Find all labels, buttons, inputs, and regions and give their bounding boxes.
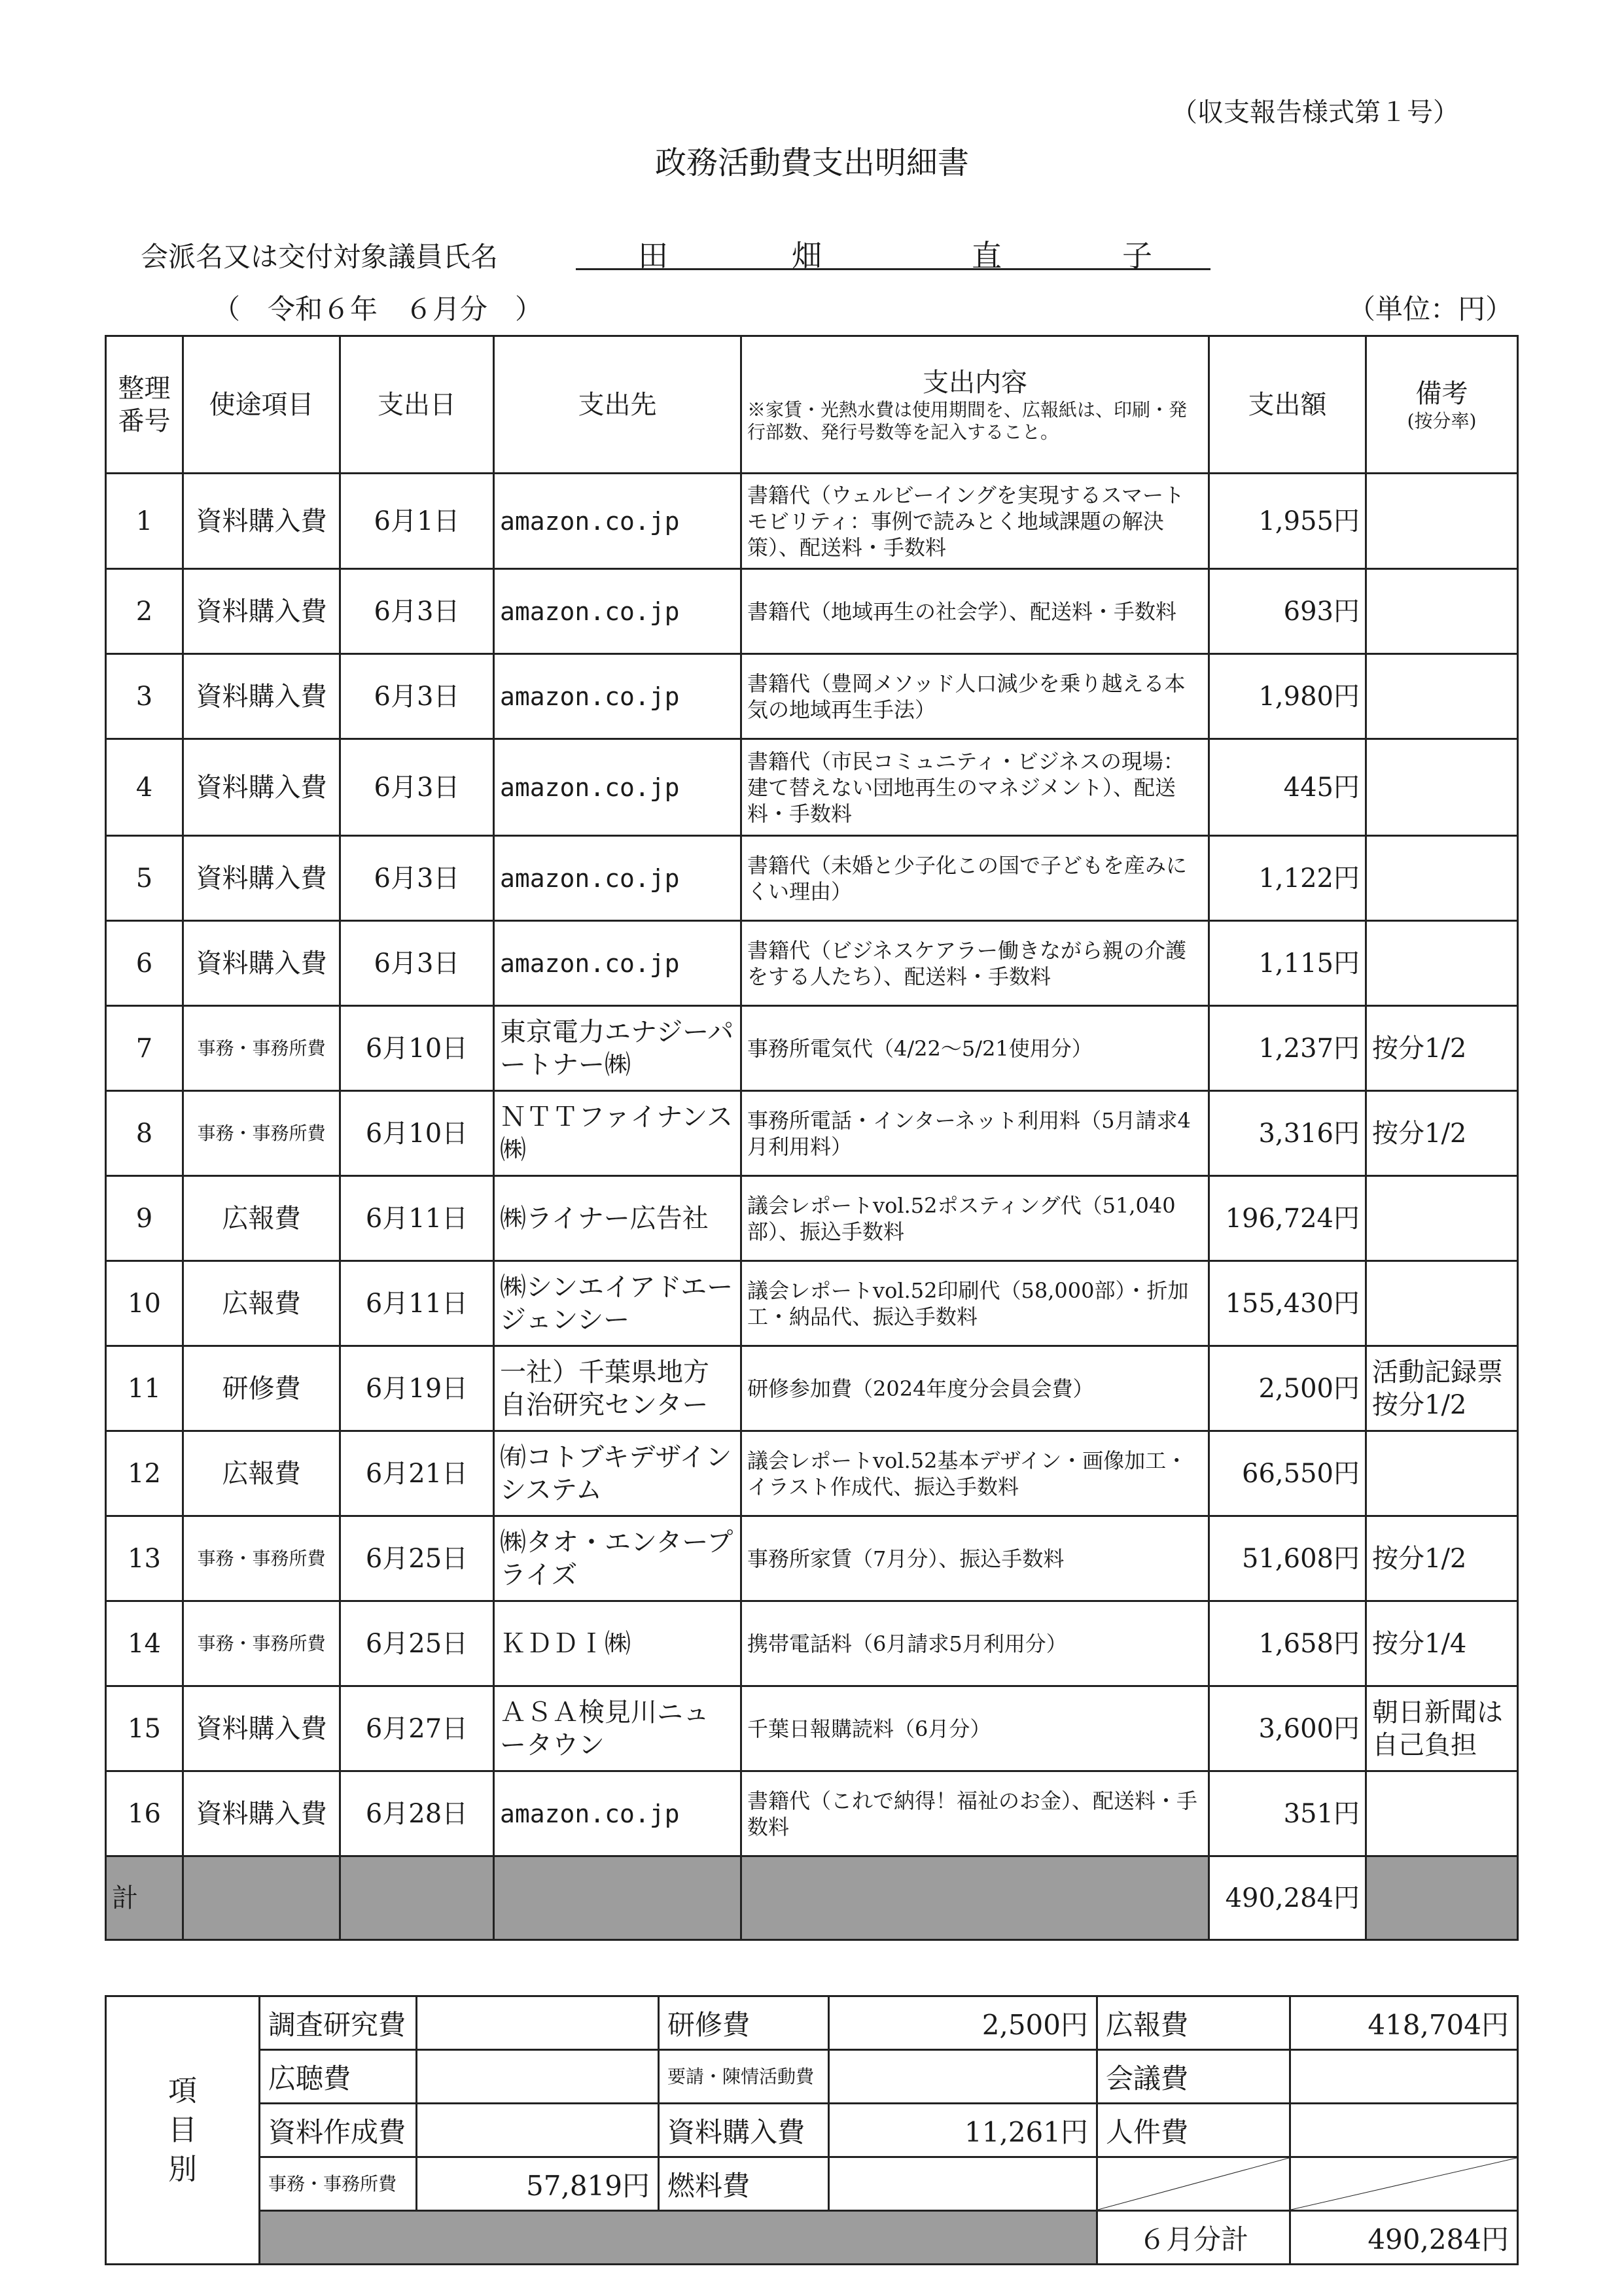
row-no: 14	[106, 1601, 183, 1686]
row-no: 11	[106, 1346, 183, 1431]
summary-kouchou-value	[417, 2050, 659, 2104]
header-content-label: 支出内容	[923, 367, 1027, 398]
total-blank	[183, 1856, 340, 1940]
table-row	[106, 1771, 1518, 1856]
row-payee: ＮＴＴファイナンス㈱	[494, 1091, 741, 1176]
header-no: 整理番号	[106, 336, 183, 474]
expense-table	[105, 335, 1519, 1941]
summary-yousei-label: 要請・陳情活動費	[659, 2050, 829, 2104]
table-row	[106, 836, 1518, 921]
row-date: 6月25日	[340, 1601, 494, 1686]
row-content: 事務所家賃（7月分）、振込手数料	[741, 1516, 1209, 1601]
row-amount: 1,115円	[1209, 921, 1366, 1006]
row-category: 広報費	[183, 1431, 340, 1516]
summary-side-label: 項目別	[106, 1996, 260, 2265]
row-remarks	[1366, 569, 1518, 654]
header-amount: 支出額	[1209, 336, 1366, 474]
total-row	[106, 1856, 1518, 1940]
row-amount: 1,980円	[1209, 654, 1366, 739]
header-content	[741, 336, 1209, 474]
summary-kaigi-value	[1290, 2050, 1518, 2104]
row-category: 研修費	[183, 1346, 340, 1431]
form-number: （収支報告様式第１号）	[1171, 97, 1459, 128]
header-content-note: ※家賃・光熱水費は使用期間を、広報紙は、印刷・発行部数、発行号数等を記入すること。	[747, 398, 1188, 443]
row-date: 6月3日	[340, 654, 494, 739]
row-no: 6	[106, 921, 183, 1006]
table-row	[106, 1006, 1518, 1091]
summary-jinken-value	[1290, 2104, 1518, 2157]
row-remarks: 活動記録票按分1/2	[1366, 1346, 1518, 1431]
row-date: 6月27日	[340, 1686, 494, 1771]
row-content: 書籍代（未婚と少子化この国で子どもを産みにくい理由）	[741, 836, 1209, 921]
row-category: 資料購入費	[183, 1686, 340, 1771]
row-content: 事務所電気代（4/22～5/21使用分）	[741, 1006, 1209, 1091]
table-row	[106, 1431, 1518, 1516]
total-label: 計	[106, 1856, 183, 1940]
row-no: 12	[106, 1431, 183, 1516]
row-date: 6月25日	[340, 1516, 494, 1601]
summary-nenryou-value	[829, 2157, 1097, 2211]
member-name-char: 子	[1122, 238, 1152, 273]
row-content: 議会レポートvol.52印刷代（58,000部）・折加工・納品代、振込手数料	[741, 1261, 1209, 1346]
row-content: 議会レポートvol.52ポスティング代（51,040部）、振込手数料	[741, 1176, 1209, 1261]
summary-table	[105, 1995, 1519, 2265]
summary-kouhou-value: 418,704円	[1290, 1996, 1518, 2050]
row-payee: ㈱シンエイアドエージェンシー	[494, 1261, 741, 1346]
row-content: 千葉日報購読料（6月分）	[741, 1686, 1209, 1771]
period: （ 令和６年 ６月分 ）	[213, 293, 543, 325]
row-payee: ㈲コトブキデザインシステム	[494, 1431, 741, 1516]
summary-jimu-value: 57,819円	[417, 2157, 659, 2211]
row-payee: amazon.co.jp	[494, 836, 741, 921]
row-no: 10	[106, 1261, 183, 1346]
row-category: 事務・事務所費	[183, 1006, 340, 1091]
table-row	[106, 1601, 1518, 1686]
row-remarks: 按分1/2	[1366, 1516, 1518, 1601]
row-category: 資料購入費	[183, 569, 340, 654]
table-row	[106, 569, 1518, 654]
row-date: 6月3日	[340, 921, 494, 1006]
row-content: 携帯電話料（6月請求5月利用分）	[741, 1601, 1209, 1686]
table-row	[106, 1346, 1518, 1431]
row-payee: ㈱ライナー広告社	[494, 1176, 741, 1261]
row-remarks	[1366, 739, 1518, 836]
table-row	[106, 1516, 1518, 1601]
row-date: 6月10日	[340, 1006, 494, 1091]
header-remarks-label: 備考	[1415, 378, 1468, 409]
row-amount: 351円	[1209, 1771, 1366, 1856]
row-no: 9	[106, 1176, 183, 1261]
header-category: 使途項目	[183, 336, 340, 474]
summary-month-total-label: ６月分計	[1097, 2211, 1290, 2265]
row-date: 6月3日	[340, 569, 494, 654]
header-remarks	[1366, 336, 1518, 474]
row-remarks	[1366, 1176, 1518, 1261]
row-amount: 693円	[1209, 569, 1366, 654]
row-category: 資料購入費	[183, 1771, 340, 1856]
row-date: 6月19日	[340, 1346, 494, 1431]
row-amount: 445円	[1209, 739, 1366, 836]
row-category: 事務・事務所費	[183, 1091, 340, 1176]
row-amount: 155,430円	[1209, 1261, 1366, 1346]
summary-diagonal-cell	[1097, 2157, 1290, 2211]
row-content: 書籍代（ビジネスケアラー働きながら親の介護をする人たち）、配送料・手数料	[741, 921, 1209, 1006]
row-amount: 3,600円	[1209, 1686, 1366, 1771]
member-name-char: 田	[638, 238, 668, 273]
row-no: 8	[106, 1091, 183, 1176]
row-date: 6月1日	[340, 474, 494, 569]
row-remarks: 按分1/2	[1366, 1006, 1518, 1091]
row-date: 6月11日	[340, 1261, 494, 1346]
row-content: 書籍代（豊岡メソッド人口減少を乗り越える本気の地域再生手法）	[741, 654, 1209, 739]
row-content: 書籍代（市民コミュニティ・ビジネスの現場：建て替えない団地再生のマネジメント）、配送料・手数料	[741, 739, 1209, 836]
row-amount: 51,608円	[1209, 1516, 1366, 1601]
row-payee: amazon.co.jp	[494, 739, 741, 836]
row-category: 資料購入費	[183, 921, 340, 1006]
row-payee: 東京電力エナジーパートナー㈱	[494, 1006, 741, 1091]
row-payee: ㈱タオ・エンタープライズ	[494, 1516, 741, 1601]
table-row	[106, 654, 1518, 739]
row-amount: 196,724円	[1209, 1176, 1366, 1261]
row-remarks	[1366, 1771, 1518, 1856]
row-amount: 1,955円	[1209, 474, 1366, 569]
member-name-char: 畑	[792, 238, 822, 273]
row-remarks: 按分1/4	[1366, 1601, 1518, 1686]
document-title: 政務活動費支出明細書	[654, 145, 969, 181]
summary-shiryou-kounyu-value: 11,261円	[829, 2104, 1097, 2157]
row-payee: amazon.co.jp	[494, 474, 741, 569]
summary-kouhou-label: 広報費	[1097, 1996, 1290, 2050]
row-no: 5	[106, 836, 183, 921]
name-label: 会派名又は交付対象議員氏名	[141, 241, 499, 273]
row-amount: 66,550円	[1209, 1431, 1366, 1516]
row-payee: amazon.co.jp	[494, 569, 741, 654]
header-payee: 支出先	[494, 336, 741, 474]
row-content: 書籍代（ウェルビーイングを実現するスマートモビリティ：事例で読みとく地域課題の解決策）、配送料・手数料	[741, 474, 1209, 569]
summary-kouchou-label: 広聴費	[260, 2050, 417, 2104]
total-blank	[494, 1856, 741, 1940]
header-row	[106, 336, 1518, 474]
row-remarks	[1366, 474, 1518, 569]
row-date: 6月11日	[340, 1176, 494, 1261]
summary-chousa-value	[417, 1996, 659, 2050]
table-row	[106, 1091, 1518, 1176]
summary-jimu-label: 事務・事務所費	[260, 2157, 417, 2211]
summary-kenshu-label: 研修費	[659, 1996, 829, 2050]
row-date: 6月21日	[340, 1431, 494, 1516]
row-category: 資料購入費	[183, 739, 340, 836]
summary-chousa-label: 調査研究費	[260, 1996, 417, 2050]
row-payee: amazon.co.jp	[494, 654, 741, 739]
row-category: 資料購入費	[183, 474, 340, 569]
summary-jinken-label: 人件費	[1097, 2104, 1290, 2157]
row-category: 広報費	[183, 1261, 340, 1346]
name-underline	[576, 268, 1210, 270]
total-blank	[1366, 1856, 1518, 1940]
total-blank	[741, 1856, 1209, 1940]
row-payee: amazon.co.jp	[494, 1771, 741, 1856]
summary-yousei-value	[829, 2050, 1097, 2104]
row-payee: 一社）千葉県地方自治研究センター	[494, 1346, 741, 1431]
row-remarks: 朝日新聞は自己負担	[1366, 1686, 1518, 1771]
summary-kaigi-label: 会議費	[1097, 2050, 1290, 2104]
summary-nenryou-label: 燃料費	[659, 2157, 829, 2211]
row-content: 議会レポートvol.52基本デザイン・画像加工・イラスト作成代、振込手数料	[741, 1431, 1209, 1516]
member-name-char: 直	[972, 238, 1002, 273]
table-row	[106, 739, 1518, 836]
row-no: 13	[106, 1516, 183, 1601]
row-date: 6月3日	[340, 739, 494, 836]
row-amount: 1,237円	[1209, 1006, 1366, 1091]
row-content: 事務所電話・インターネット利用料（5月請求4月利用料）	[741, 1091, 1209, 1176]
row-content: 書籍代（これで納得！福祉のお金）、配送料・手数料	[741, 1771, 1209, 1856]
total-blank	[340, 1856, 494, 1940]
row-remarks: 按分1/2	[1366, 1091, 1518, 1176]
row-amount: 3,316円	[1209, 1091, 1366, 1176]
row-no: 2	[106, 569, 183, 654]
unit-label: （単位：円）	[1348, 293, 1513, 325]
row-category: 広報費	[183, 1176, 340, 1261]
row-amount: 1,122円	[1209, 836, 1366, 921]
summary-shiryou-sakusei-label: 資料作成費	[260, 2104, 417, 2157]
summary-month-total-value: 490,284円	[1290, 2211, 1518, 2265]
row-no: 7	[106, 1006, 183, 1091]
row-payee: amazon.co.jp	[494, 921, 741, 1006]
row-amount: 2,500円	[1209, 1346, 1366, 1431]
summary-shiryou-sakusei-value	[417, 2104, 659, 2157]
summary-diagonal-cell	[1290, 2157, 1518, 2211]
row-remarks	[1366, 836, 1518, 921]
summary-kenshu-value: 2,500円	[829, 1996, 1097, 2050]
row-no: 16	[106, 1771, 183, 1856]
row-category: 事務・事務所費	[183, 1601, 340, 1686]
row-remarks	[1366, 654, 1518, 739]
row-category: 事務・事務所費	[183, 1516, 340, 1601]
table-row	[106, 921, 1518, 1006]
summary-shiryou-kounyu-label: 資料購入費	[659, 2104, 829, 2157]
row-remarks	[1366, 921, 1518, 1006]
table-row	[106, 1261, 1518, 1346]
row-remarks	[1366, 1261, 1518, 1346]
row-no: 3	[106, 654, 183, 739]
row-no: 15	[106, 1686, 183, 1771]
table-row	[106, 1686, 1518, 1771]
row-date: 6月10日	[340, 1091, 494, 1176]
row-payee: ＫＤＤＩ㈱	[494, 1601, 741, 1686]
row-remarks	[1366, 1431, 1518, 1516]
row-no: 4	[106, 739, 183, 836]
total-amount: 490,284円	[1209, 1856, 1366, 1940]
row-category: 資料購入費	[183, 654, 340, 739]
header-date: 支出日	[340, 336, 494, 474]
table-row	[106, 1176, 1518, 1261]
summary-blank-gray	[260, 2211, 1097, 2265]
row-date: 6月3日	[340, 836, 494, 921]
row-amount: 1,658円	[1209, 1601, 1366, 1686]
row-payee: ＡＳＡ検見川ニュータウン	[494, 1686, 741, 1771]
row-content: 書籍代（地域再生の社会学）、配送料・手数料	[741, 569, 1209, 654]
header-remarks-sub: (按分率)	[1407, 409, 1477, 432]
row-content: 研修参加費（2024年度分会員会費）	[741, 1346, 1209, 1431]
row-category: 資料購入費	[183, 836, 340, 921]
row-date: 6月28日	[340, 1771, 494, 1856]
table-row	[106, 474, 1518, 569]
row-no: 1	[106, 474, 183, 569]
